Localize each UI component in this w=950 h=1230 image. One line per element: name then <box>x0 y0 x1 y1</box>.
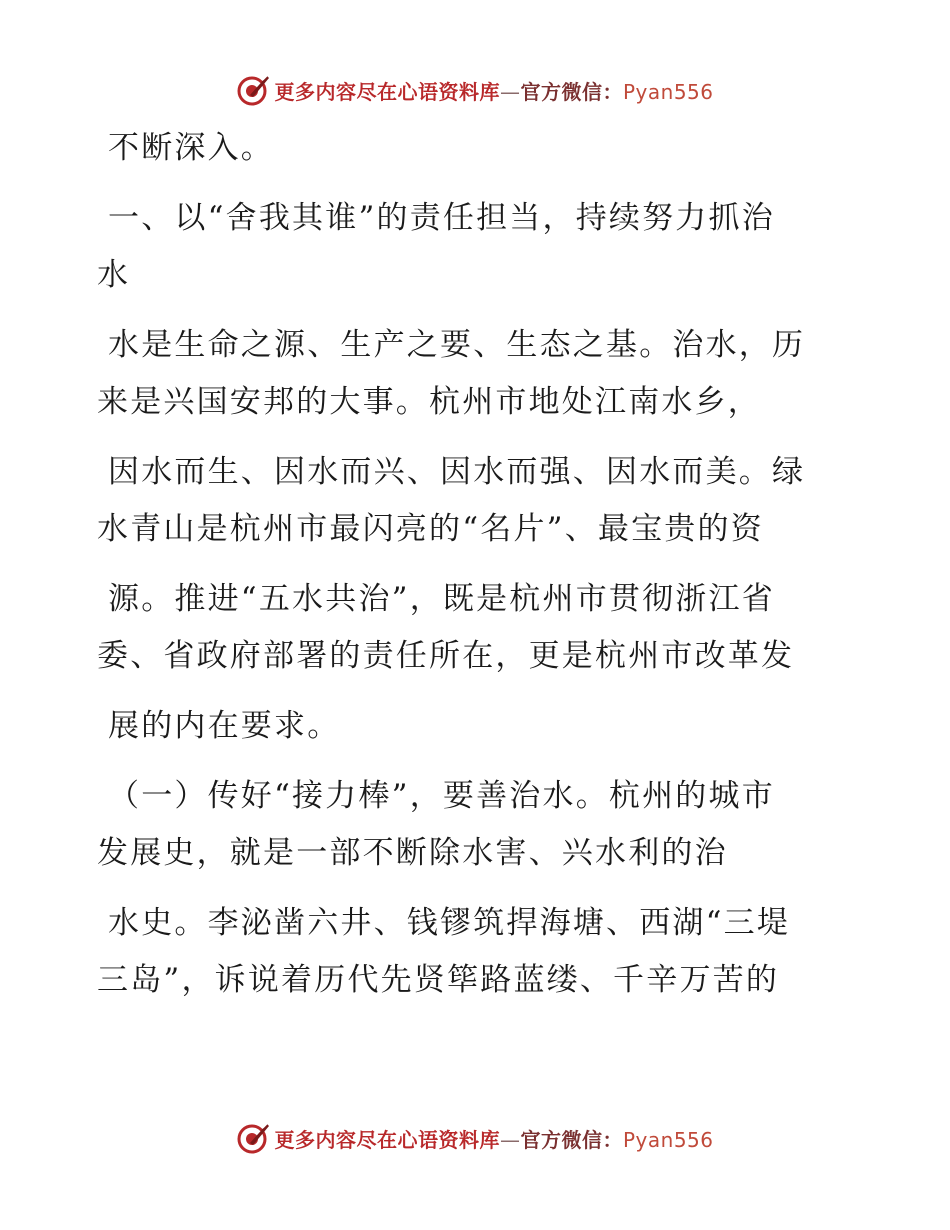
text-line: 三岛”，诉说着历代先贤筚路蓝缕、千辛万苦的 <box>97 962 780 998</box>
footer-banner <box>0 1118 950 1158</box>
text-line: 源。推进“五水共治”，既是杭州市贯彻浙江省 <box>108 581 775 617</box>
footer-separator: — <box>499 1127 521 1152</box>
text-line: 来是兴国安邦的大事。杭州市地处江南水乡， <box>97 384 761 420</box>
paragraph <box>97 120 837 177</box>
header-official-label: 官方微信： <box>520 79 623 104</box>
paragraph <box>97 444 837 558</box>
footer-wechat-id: Pyan556 <box>622 1127 714 1152</box>
paragraph <box>97 317 837 431</box>
text-line: 发展史，就是一部不断除水害、兴水利的治 <box>97 835 728 871</box>
footer-official-label: 官方微信： <box>520 1127 623 1152</box>
section-heading: 一、以“舍我其谁”的责任担当，持续努力抓治 <box>108 200 775 236</box>
header-banner <box>0 70 950 110</box>
paragraph <box>97 698 837 755</box>
text-line: 水是生命之源、生产之要、生态之基。治水，历 <box>108 327 806 363</box>
subsection-heading: （一）传好“接力棒”，要善治水。杭州的城市 <box>108 778 775 814</box>
text-line: 展的内在要求。 <box>108 708 341 744</box>
footer-text <box>274 1124 713 1153</box>
quill-seal-icon <box>236 1121 270 1155</box>
text-line: 不断深入。 <box>108 130 274 166</box>
paragraph <box>97 190 837 304</box>
header-separator: — <box>499 79 521 104</box>
text-line: 水 <box>97 257 131 293</box>
text-line: 委、省政府部署的责任所在，更是杭州市改革发 <box>97 638 795 674</box>
header-wechat-id: Pyan556 <box>622 79 714 104</box>
paragraph <box>97 571 837 685</box>
paragraph <box>97 768 837 882</box>
header-text <box>274 76 713 105</box>
document-body <box>97 120 837 1009</box>
text-line: 水史。李泌凿六井、钱镠筑捍海塘、西湖“三堤 <box>108 905 791 941</box>
text-line: 水青山是杭州市最闪亮的“名片”、最宝贵的资 <box>97 511 764 547</box>
text-line: 因水而生、因水而兴、因水而强、因水而美。绿 <box>108 454 806 490</box>
quill-seal-icon <box>236 73 270 107</box>
paragraph <box>97 895 837 1009</box>
header-text-main: 更多内容尽在心语资料库 <box>274 79 500 104</box>
footer-text-main: 更多内容尽在心语资料库 <box>274 1127 500 1152</box>
